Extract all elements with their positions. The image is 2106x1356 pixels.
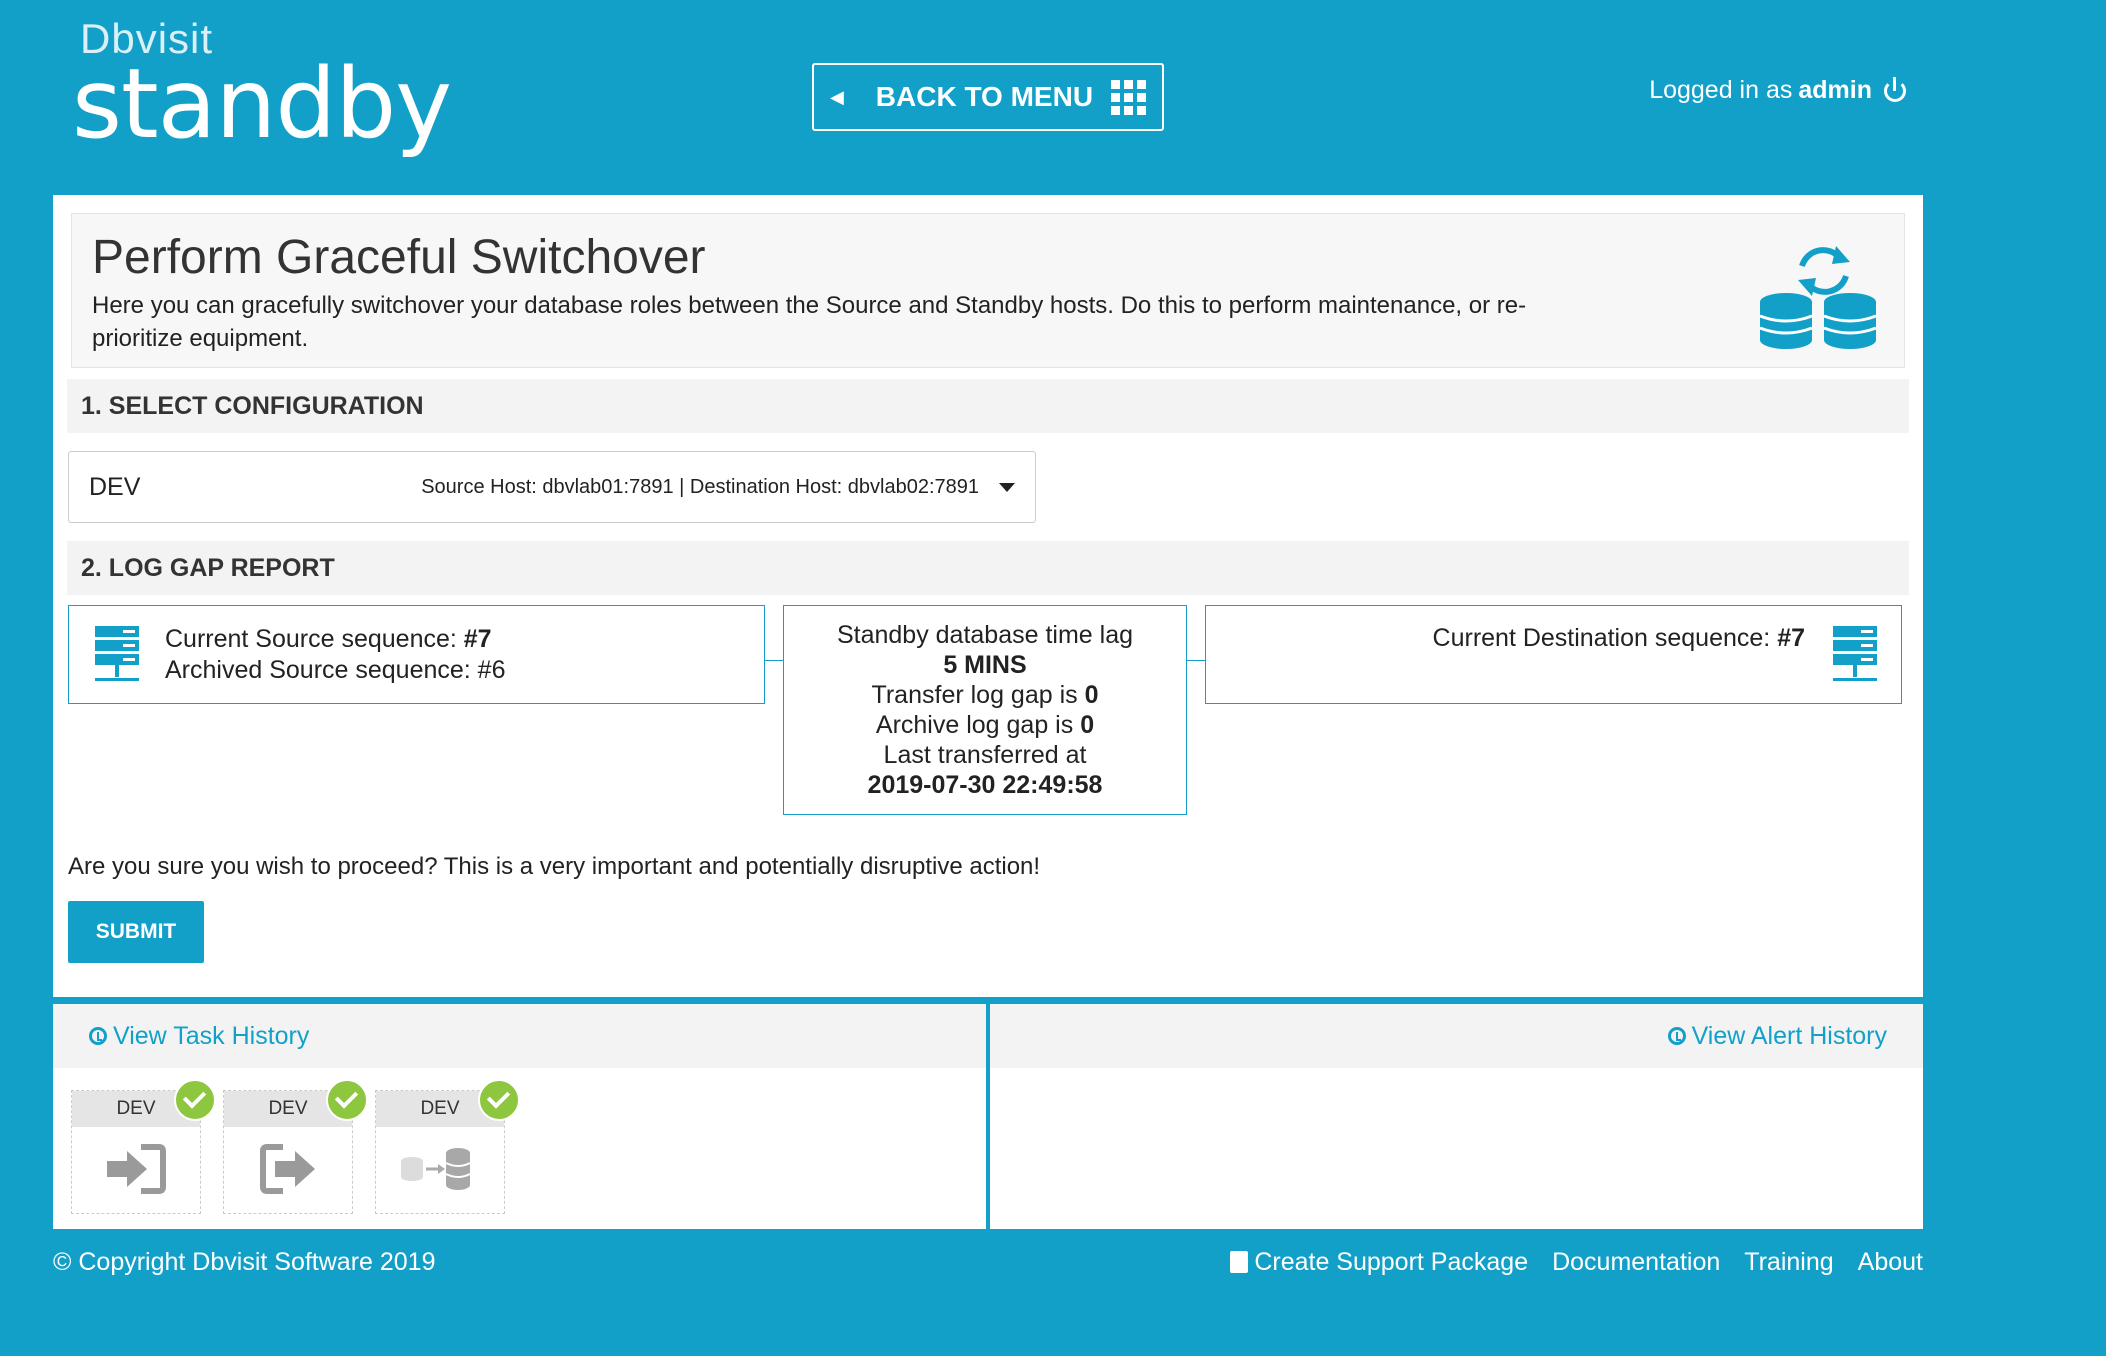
task-label: DEV [72,1091,200,1127]
server-icon [95,626,139,684]
time-lag-label: Standby database time lag [836,621,1134,649]
config-hosts: Source Host: dbvlab01:7891 | Destination Host: dbvlab02:7891 [421,475,979,498]
footer [53,1248,1923,1277]
login-prefix: Logged in as [1649,76,1793,104]
task-history-panel [53,1004,986,1229]
task-item[interactable] [223,1090,353,1214]
view-alert-history-link[interactable]: View Alert History [1691,1021,1887,1050]
success-check-icon [326,1079,368,1121]
chevron-down-icon [999,483,1015,492]
create-support-package-link[interactable]: Create Support Package [1230,1248,1528,1277]
destination-current-sequence: Current Destination sequence: #7 [1432,624,1805,652]
success-check-icon [478,1079,520,1121]
about-link[interactable]: About [1857,1248,1923,1276]
alert-history-header [990,1004,1923,1068]
source-sequence-box [68,605,765,704]
confirmation-text: Are you sure you wish to proceed? This is a very important and potentially disruptive action! [68,853,1041,880]
configuration-select[interactable] [68,451,1036,523]
copyright: © Copyright Dbvisit Software 2019 [53,1248,436,1276]
task-item[interactable] [71,1090,201,1214]
footer-links [1230,1248,1923,1277]
logo-brand: Dbvisit [80,15,214,62]
connector-line [1187,660,1205,661]
documentation-link[interactable]: Documentation [1552,1248,1721,1276]
grid-menu-icon [1111,80,1146,115]
task-history-header [53,1004,986,1068]
config-name: DEV [89,472,141,501]
book-icon [1230,1251,1248,1273]
task-item[interactable] [375,1090,505,1214]
source-archived-sequence: Archived Source sequence: #6 [165,656,506,685]
submit-button[interactable]: SUBMIT [68,901,204,963]
history-icon [1668,1027,1686,1045]
task-list [71,1090,505,1214]
switchover-card [53,195,1923,997]
success-check-icon [174,1079,216,1121]
source-current-sequence: Current Source sequence: #7 [165,625,492,653]
training-link[interactable]: Training [1744,1248,1834,1276]
page-description: Here you can gracefully switchover your database roles between the Source and Standby hosts. Do this to perform maintenance, or re-prioritize equipment. [92,291,1527,353]
login-user: admin [1798,76,1872,104]
back-to-menu-button[interactable] [812,63,1164,131]
log-gap-report-header: 2. LOG GAP REPORT [67,541,1909,595]
select-configuration-header: 1. SELECT CONFIGURATION [67,379,1909,433]
time-lag-box [783,605,1187,815]
sign-out-icon [259,1143,319,1195]
sign-in-icon [107,1143,167,1195]
db-transfer-icon [400,1143,470,1195]
alert-history-panel [990,1004,1923,1229]
last-transferred-value: 2019-07-30 22:49:58 [867,771,1103,799]
page-title: Perform Graceful Switchover [92,231,706,284]
intro-panel [71,213,1905,368]
back-to-menu-label: BACK TO MENU [875,81,1094,112]
connector-line [765,660,783,661]
archive-log-gap: Archive log gap is 0 [875,711,1095,739]
task-label: DEV [376,1091,504,1127]
destination-sequence-box [1205,605,1902,704]
task-label: DEV [224,1091,352,1127]
last-transferred-label: Last transferred at [883,741,1087,769]
server-icon [1833,626,1877,684]
time-lag-value: 5 MINS [943,651,1027,679]
view-task-history-link[interactable]: View Task History [113,1021,310,1050]
login-status [1649,76,1906,105]
history-icon [89,1027,107,1045]
logo-product: standby [72,48,452,160]
database-switch-icon [1758,236,1878,351]
power-icon[interactable] [1884,80,1906,102]
dbvisit-standby-logo [72,15,452,160]
caret-left-icon: ◀ [829,86,844,107]
transfer-log-gap: Transfer log gap is 0 [871,681,1099,709]
